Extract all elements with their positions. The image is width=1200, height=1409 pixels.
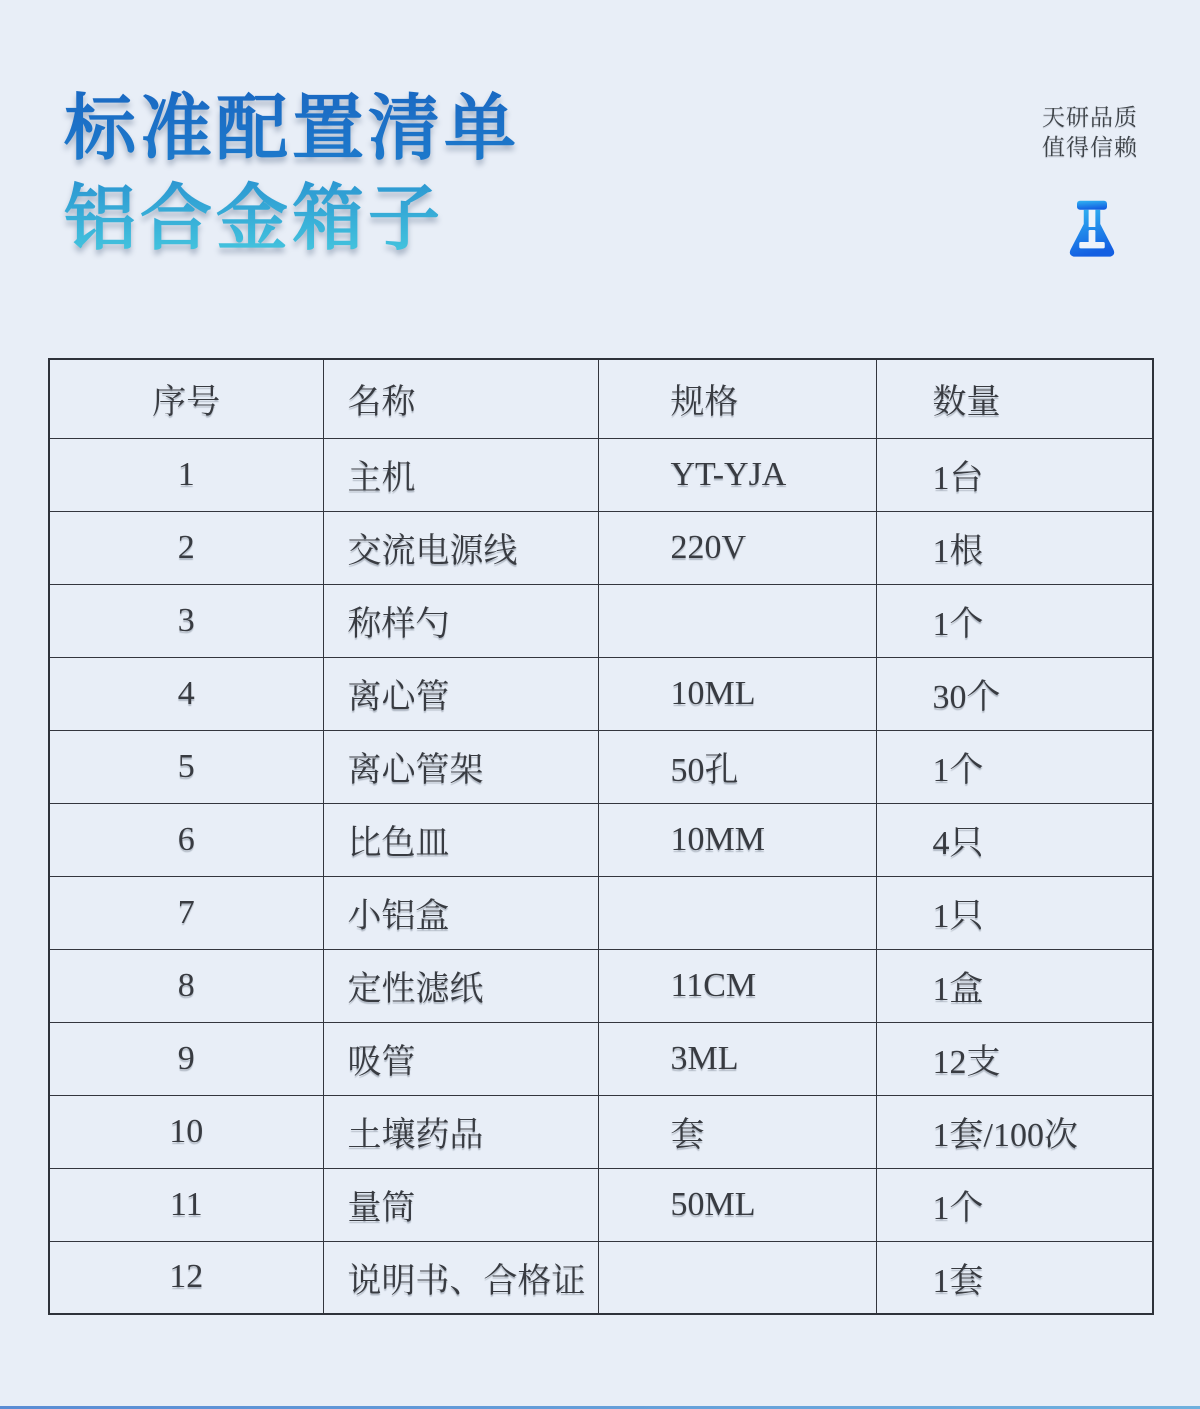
cell-qty: 12支 [876,1022,1153,1095]
cell-spec: YT-YJA [598,438,876,511]
brand-tagline-line2: 值得信赖 [1042,135,1138,160]
column-header-qty: 数量 [876,359,1153,438]
cell-spec: 50孔 [598,730,876,803]
cell-qty: 1台 [876,438,1153,511]
cell-spec [598,1241,876,1314]
table-row [49,1241,1153,1314]
cell-name: 主机 [323,438,598,511]
cell-spec: 50ML [598,1168,876,1241]
flask-icon [1062,199,1122,267]
column-header-name: 名称 [323,359,598,438]
cell-name: 称样勺 [323,584,598,657]
brand-tagline [1030,103,1150,163]
cell-no: 3 [49,584,323,657]
spec-table [48,358,1154,1315]
cell-qty: 1个 [876,584,1153,657]
table-body [49,438,1153,1314]
cell-no: 6 [49,803,323,876]
cell-name: 交流电源线 [323,511,598,584]
page-title [64,84,520,264]
cell-spec: 11CM [598,949,876,1022]
table-row [49,949,1153,1022]
table-header-row [49,359,1153,438]
table-row [49,1168,1153,1241]
table-row [49,1095,1153,1168]
cell-qty: 1套 [876,1241,1153,1314]
table-row [49,1022,1153,1095]
column-header-spec: 规格 [598,359,876,438]
cell-qty: 1盒 [876,949,1153,1022]
cell-name: 吸管 [323,1022,598,1095]
cell-spec: 套 [598,1095,876,1168]
cell-qty: 1套/100次 [876,1095,1153,1168]
column-header-no: 序号 [49,359,323,438]
cell-name: 定性滤纸 [323,949,598,1022]
cell-spec: 10MM [598,803,876,876]
cell-qty: 1只 [876,876,1153,949]
cell-spec: 10ML [598,657,876,730]
table-row [49,803,1153,876]
table-row [49,730,1153,803]
cell-no: 12 [49,1241,323,1314]
cell-spec [598,876,876,949]
cell-no: 5 [49,730,323,803]
cell-no: 4 [49,657,323,730]
cell-no: 10 [49,1095,323,1168]
cell-no: 7 [49,876,323,949]
cell-no: 11 [49,1168,323,1241]
table-row [49,511,1153,584]
page-title-line2: 铝合金箱子 [64,174,520,264]
cell-no: 2 [49,511,323,584]
table-row [49,584,1153,657]
cell-name: 土壤药品 [323,1095,598,1168]
cell-qty: 1个 [876,730,1153,803]
cell-no: 1 [49,438,323,511]
table-row [49,657,1153,730]
table-row [49,438,1153,511]
cell-qty: 30个 [876,657,1153,730]
cell-qty: 1根 [876,511,1153,584]
cell-name: 小铝盒 [323,876,598,949]
cell-qty: 4只 [876,803,1153,876]
table-row [49,876,1153,949]
cell-name: 量筒 [323,1168,598,1241]
cell-no: 8 [49,949,323,1022]
cell-spec: 3ML [598,1022,876,1095]
cell-no: 9 [49,1022,323,1095]
cell-name: 说明书、合格证 [323,1241,598,1314]
page-title-line1: 标准配置清单 [64,84,520,174]
cell-spec: 220V [598,511,876,584]
cell-name: 离心管架 [323,730,598,803]
cell-qty: 1个 [876,1168,1153,1241]
cell-name: 比色皿 [323,803,598,876]
cell-name: 离心管 [323,657,598,730]
cell-spec [598,584,876,657]
brand-tagline-line1: 天研品质 [1042,105,1138,130]
